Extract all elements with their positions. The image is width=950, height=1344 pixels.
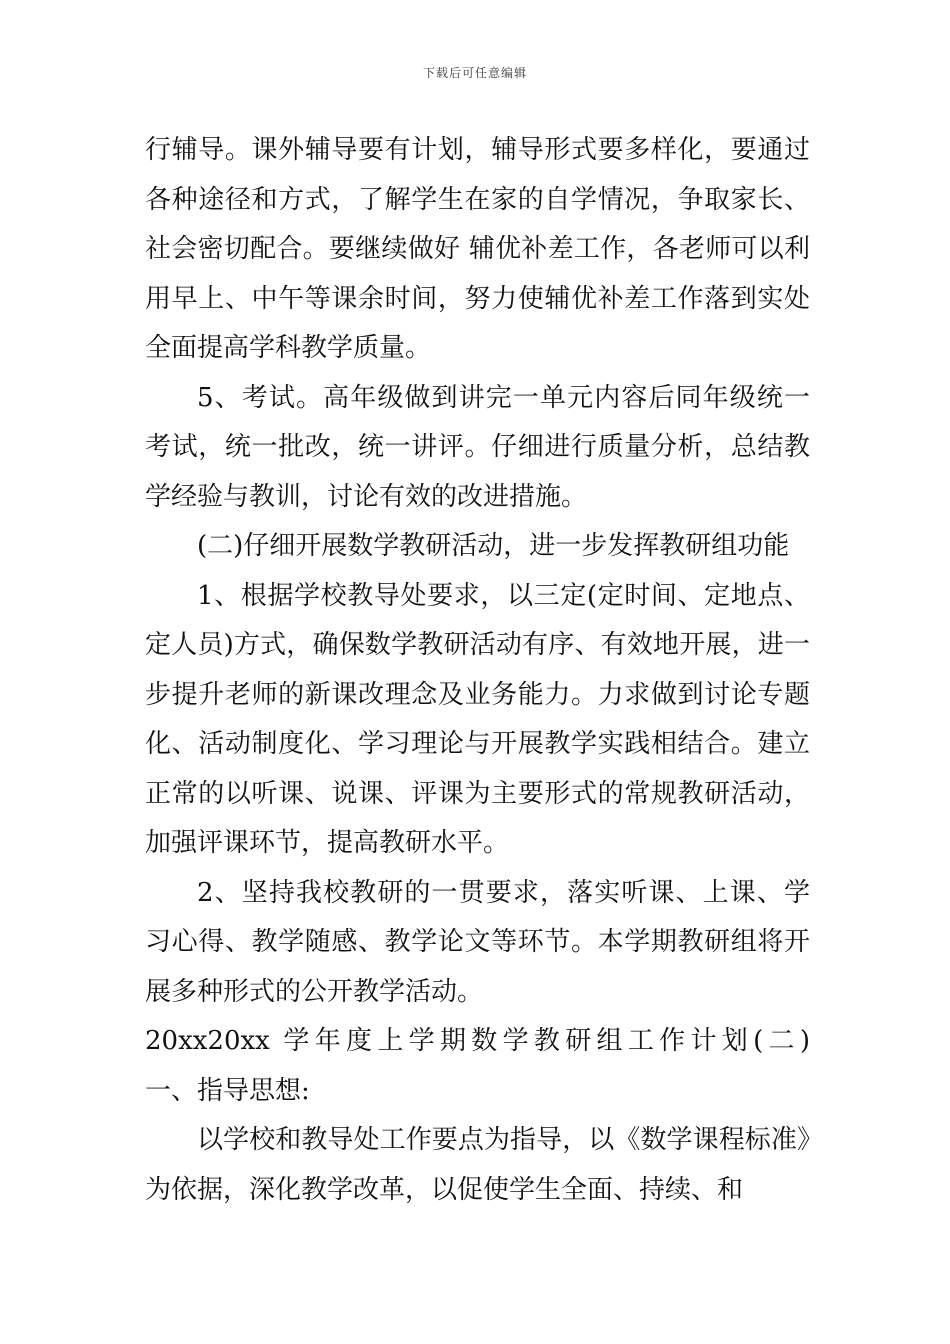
paragraph-tutoring: 行辅导。课外辅导要有计划，辅导形式要多样化，要通过各种途径和方式，了解学生在家的自学情况，争取家长、社会密切配合。要继续做好 辅优补差工作，各老师可以利用早上、中午等课余时间，努力使辅优补差工作落到实处全面提高学科教学质量。: [145, 135, 810, 363]
plan-title-two: 20xx20xx 学年度上学期数学教研组工作计划(二) 一、指导思想:: [145, 1026, 877, 1106]
paragraph-exam: 5、考试。高年级做到讲完一单元内容后同年级统一考试，统一批改，统一讲评。仔细进行质量分析，总结教学经验与教训，讨论有效的改进措施。: [145, 382, 810, 512]
document-body: [145, 126, 877, 1215]
paragraph-research-2: 2、坚持我校教研的一贯要求，落实听课、上课、学习心得、教学随感、教学论文等环节。本学期教研组将开展多种形式的公开教学活动。: [145, 877, 810, 1007]
page-header-note: 下载后可任意编辑: [422, 66, 527, 80]
section-heading-research: (二)仔细开展数学教研活动，进一步发挥教研组功能: [197, 531, 790, 561]
paragraph-guiding-idea: 以学校和教导处工作要点为指导，以《数学课程标准》为依据，深化教学改革，以促使学生全面、持续、和: [145, 1125, 810, 1205]
paragraph-research-1: 1、根据学校教导处要求，以三定(定时间、定地点、定人员)方式，确保数学教研活动有序、有效地开展，进一步提升老师的新课改理念及业务能力。力求做到讨论专题化、活动制度化、学习理论与开展教学实践相结合。建立正常的以听课、说课、评课为主要形式的常规教研活动，加强评课环节，提高教研水平。: [145, 580, 810, 858]
